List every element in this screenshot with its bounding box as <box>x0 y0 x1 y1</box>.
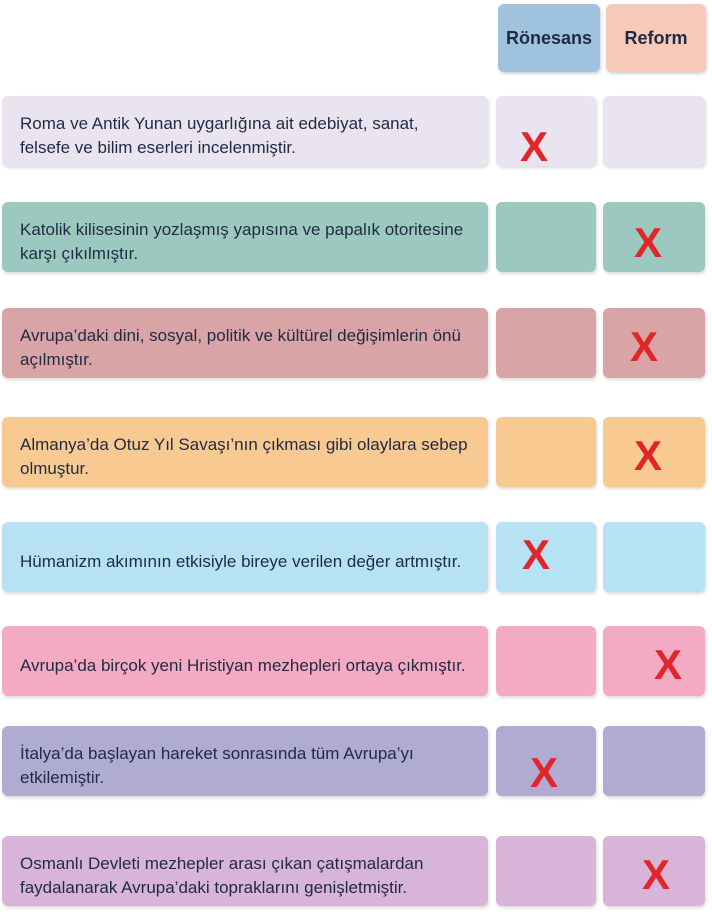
x-mark-icon: X <box>530 749 559 796</box>
ronesans-cell <box>496 836 596 906</box>
statement-text: Almanya’da Otuz Yıl Savaşı’nın çıkması gibi olaylara sebep olmuştur. <box>2 417 488 487</box>
table-row <box>0 308 712 378</box>
statement-text: Katolik kilisesinin yozlaşmış yapısına ve papalık otoritesine karşı çıkılmıştır. <box>2 202 488 272</box>
table-row <box>0 836 712 906</box>
ronesans-cell <box>496 202 596 272</box>
ronesans-cell <box>496 308 596 378</box>
x-mark-icon: X <box>522 531 551 578</box>
ronesans-cell <box>496 417 596 487</box>
table-row <box>0 726 712 796</box>
reform-cell <box>603 96 705 166</box>
x-mark-icon: X <box>630 323 659 370</box>
x-mark-icon: X <box>642 851 671 898</box>
statement-text: Roma ve Antik Yunan uygarlığına ait edebiyat, sanat, felsefe ve bilim eserleri incelenmiştir. <box>2 96 488 166</box>
ronesans-cell <box>496 626 596 696</box>
table-row <box>0 202 712 272</box>
reform-cell <box>603 522 705 592</box>
x-mark-icon: X <box>654 641 683 688</box>
table-row <box>0 96 712 170</box>
x-mark-icon: X <box>634 219 663 266</box>
statement-text: Hümanizm akımının etkisiyle bireye verilen değer artmıştır. <box>2 522 488 592</box>
column-header-ronesans: Rönesans <box>498 4 600 72</box>
statement-text: Avrupa’daki dini, sosyal, politik ve kültürel değişimlerin önü açılmıştır. <box>2 308 488 378</box>
statement-text: İtalya’da başlayan hareket sonrasında tüm Avrupa’yı etkilemiştir. <box>2 726 488 796</box>
column-header-reform: Reform <box>606 4 706 72</box>
statement-text: Osmanlı Devleti mezhepler arası çıkan çatışmalardan faydalanarak Avrupa’daki topraklarını genişletmiştir. <box>2 836 488 906</box>
x-mark-icon: X <box>520 123 549 170</box>
reform-cell <box>603 726 705 796</box>
statement-text: Avrupa’da birçok yeni Hristiyan mezhepleri ortaya çıkmıştır. <box>2 626 488 696</box>
table-row <box>0 626 712 696</box>
x-mark-icon: X <box>634 432 663 479</box>
table-row <box>0 522 712 592</box>
table-row <box>0 417 712 487</box>
